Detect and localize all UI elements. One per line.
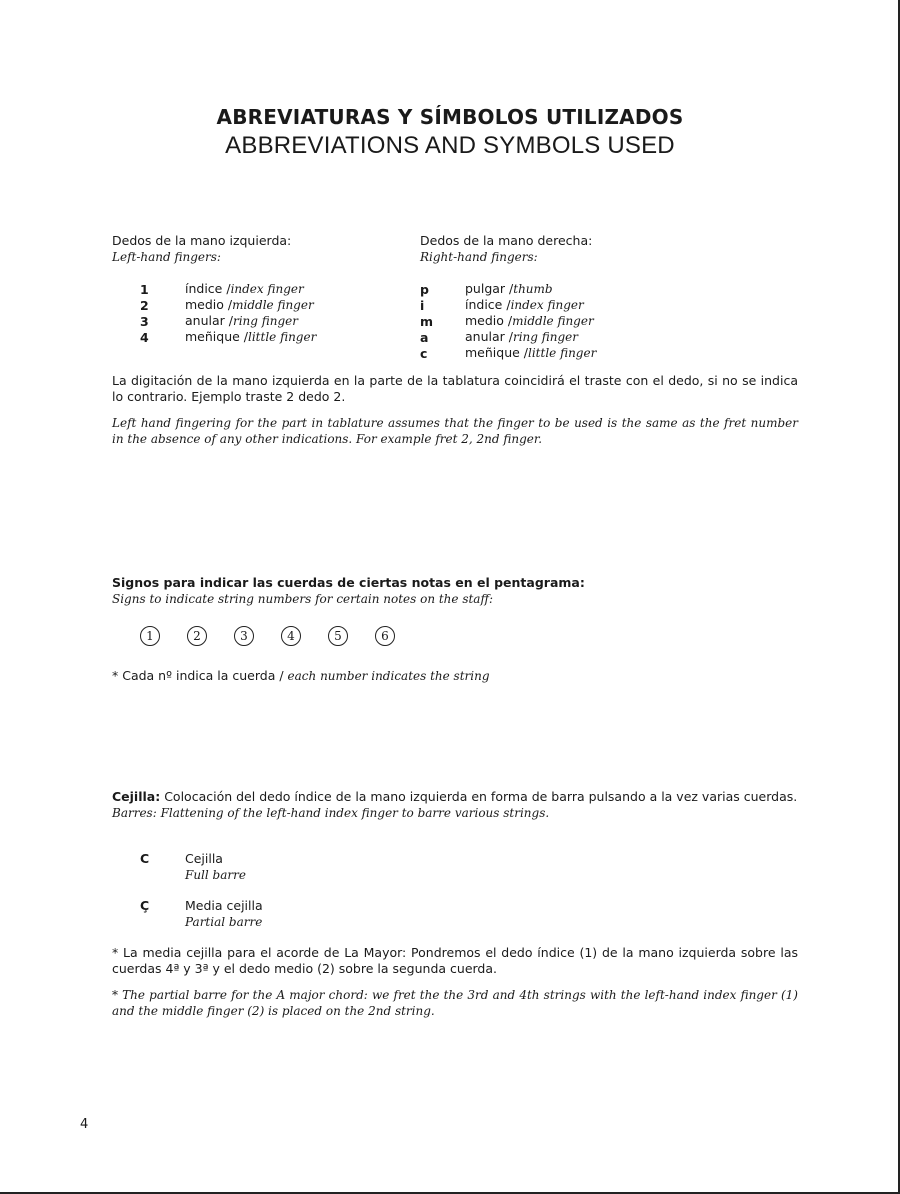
string-signs-heading-es: Signos para indicar las cuerdas de ciertas notas en el pentagrama:	[112, 575, 585, 590]
left-hand-heading-es: Dedos de la mano izquierda:	[112, 233, 292, 248]
cejilla-items	[140, 851, 540, 930]
cejilla-description-es: Colocación del dedo índice de la mano izquierda en forma de barra pulsando a la vez varias cuerdas.	[160, 789, 798, 804]
string-signs-heading-en: Signs to indicate string numbers for certain notes on the staff:	[112, 592, 494, 606]
string-circle-4: 4	[281, 626, 301, 646]
left-hand-section	[112, 233, 392, 345]
left-hand-item: 4 meñique / little finger	[140, 329, 317, 345]
right-hand-item: p pulgar / thumb	[420, 281, 553, 297]
page-number: 4	[80, 1117, 89, 1132]
right-hand-section	[420, 233, 740, 361]
cejilla-item: Ç Media cejilla Partial barre	[140, 898, 263, 929]
left-hand-item: 3 anular / ring finger	[140, 313, 299, 329]
string-circle-3: 3	[234, 626, 254, 646]
right-hand-item: m medio / middle finger	[420, 313, 594, 329]
string-circle-1: 1	[140, 626, 160, 646]
cejilla-note-es: * La media cejilla para el acorde de La Mayor: Pondremos el dedo índice (1) de la mano izquierda sobre las cuerdas 4ª y 3ª y el dedo medio (2) sobre la segunda cuerda.	[112, 945, 798, 976]
right-hand-item: c meñique / little finger	[420, 345, 597, 361]
string-circle-5: 5	[328, 626, 348, 646]
fingering-note-es: La digitación de la mano izquierda en la parte de la tablatura coincidirá el traste con el dedo, si no se indica lo contrario. Ejemplo traste 2 dedo 2.	[112, 373, 798, 404]
fingering-note	[112, 373, 798, 447]
cejilla-item: C Cejilla Full barre	[140, 851, 246, 882]
string-circle-2: 2	[187, 626, 207, 646]
string-signs-section	[112, 575, 798, 607]
cejilla-description-en: Barres: Flattening of the left-hand index finger to barre various strings.	[112, 806, 550, 820]
right-hand-heading-es: Dedos de la mano derecha:	[420, 233, 593, 248]
left-hand-item: 2 medio / middle finger	[140, 297, 314, 313]
title-english: ABBREVIATIONS AND SYMBOLS USED	[225, 132, 675, 159]
left-hand-heading-en: Left-hand fingers:	[112, 250, 221, 264]
right-hand-heading-en: Right-hand fingers:	[420, 250, 538, 264]
title-spanish: ABREVIATURAS Y SÍMBOLOS UTILIZADOS	[216, 105, 684, 129]
right-hand-item: a anular / ring finger	[420, 329, 579, 345]
string-circle-6: 6	[375, 626, 395, 646]
cejilla-section	[112, 789, 798, 821]
fingering-note-en: Left hand fingering for the part in tablature assumes that the finger to be used is the same as the fret number in the absence of any other indications. For example fret 2, 2nd finger.	[112, 416, 798, 446]
string-number-circles	[140, 626, 422, 646]
cejilla-label: Cejilla:	[112, 789, 161, 804]
string-signs-note: * Cada nº indica la cuerda / each number indicates the string	[112, 668, 490, 683]
left-hand-item: 1 índice / index finger	[140, 281, 304, 297]
cejilla-note-en: * The partial barre for the A major chord: we fret the the 3rd and 4th strings with the left-hand index finger (1) and the middle finger (2) is placed on the 2nd string.	[112, 988, 798, 1018]
cejilla-note	[112, 945, 798, 1019]
right-hand-item: i índice / index finger	[420, 297, 584, 313]
